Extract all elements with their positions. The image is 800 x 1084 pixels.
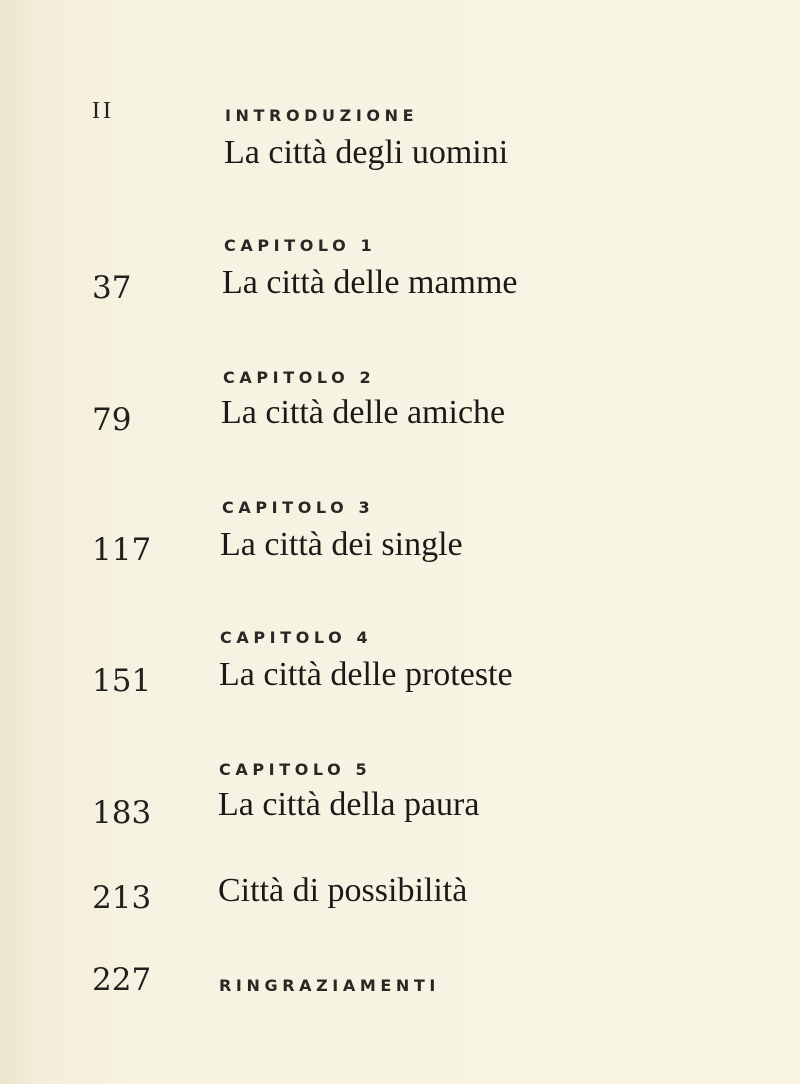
chapter-label: CAPITOLO 2 — [223, 368, 376, 387]
section-title: La città degli uomini — [224, 134, 509, 171]
section-title: Città di possibilità — [218, 872, 468, 909]
page-number: 79 — [92, 402, 132, 438]
section-label: RINGRAZIAMENTI — [219, 976, 440, 995]
page-number: 37 — [92, 270, 132, 306]
chapter-label: CAPITOLO 5 — [219, 760, 372, 779]
page-number: 117 — [92, 532, 152, 568]
chapter-label: CAPITOLO 3 — [222, 498, 375, 517]
chapter-title: La città dei single — [220, 526, 463, 563]
page-number: 213 — [92, 880, 152, 916]
chapter-title: La città delle amiche — [221, 394, 506, 431]
chapter-label: CAPITOLO 4 — [220, 628, 373, 647]
chapter-label: CAPITOLO 1 — [224, 236, 377, 255]
chapter-title: La città delle mamme — [222, 264, 518, 301]
page-number: 183 — [92, 795, 152, 831]
section-label: INTRODUZIONE — [225, 106, 419, 125]
page-number: 227 — [92, 962, 152, 998]
page-number: 151 — [92, 663, 152, 699]
chapter-title: La città della paura — [218, 786, 480, 823]
page-number: II — [92, 98, 114, 124]
chapter-title: La città delle proteste — [219, 656, 513, 693]
